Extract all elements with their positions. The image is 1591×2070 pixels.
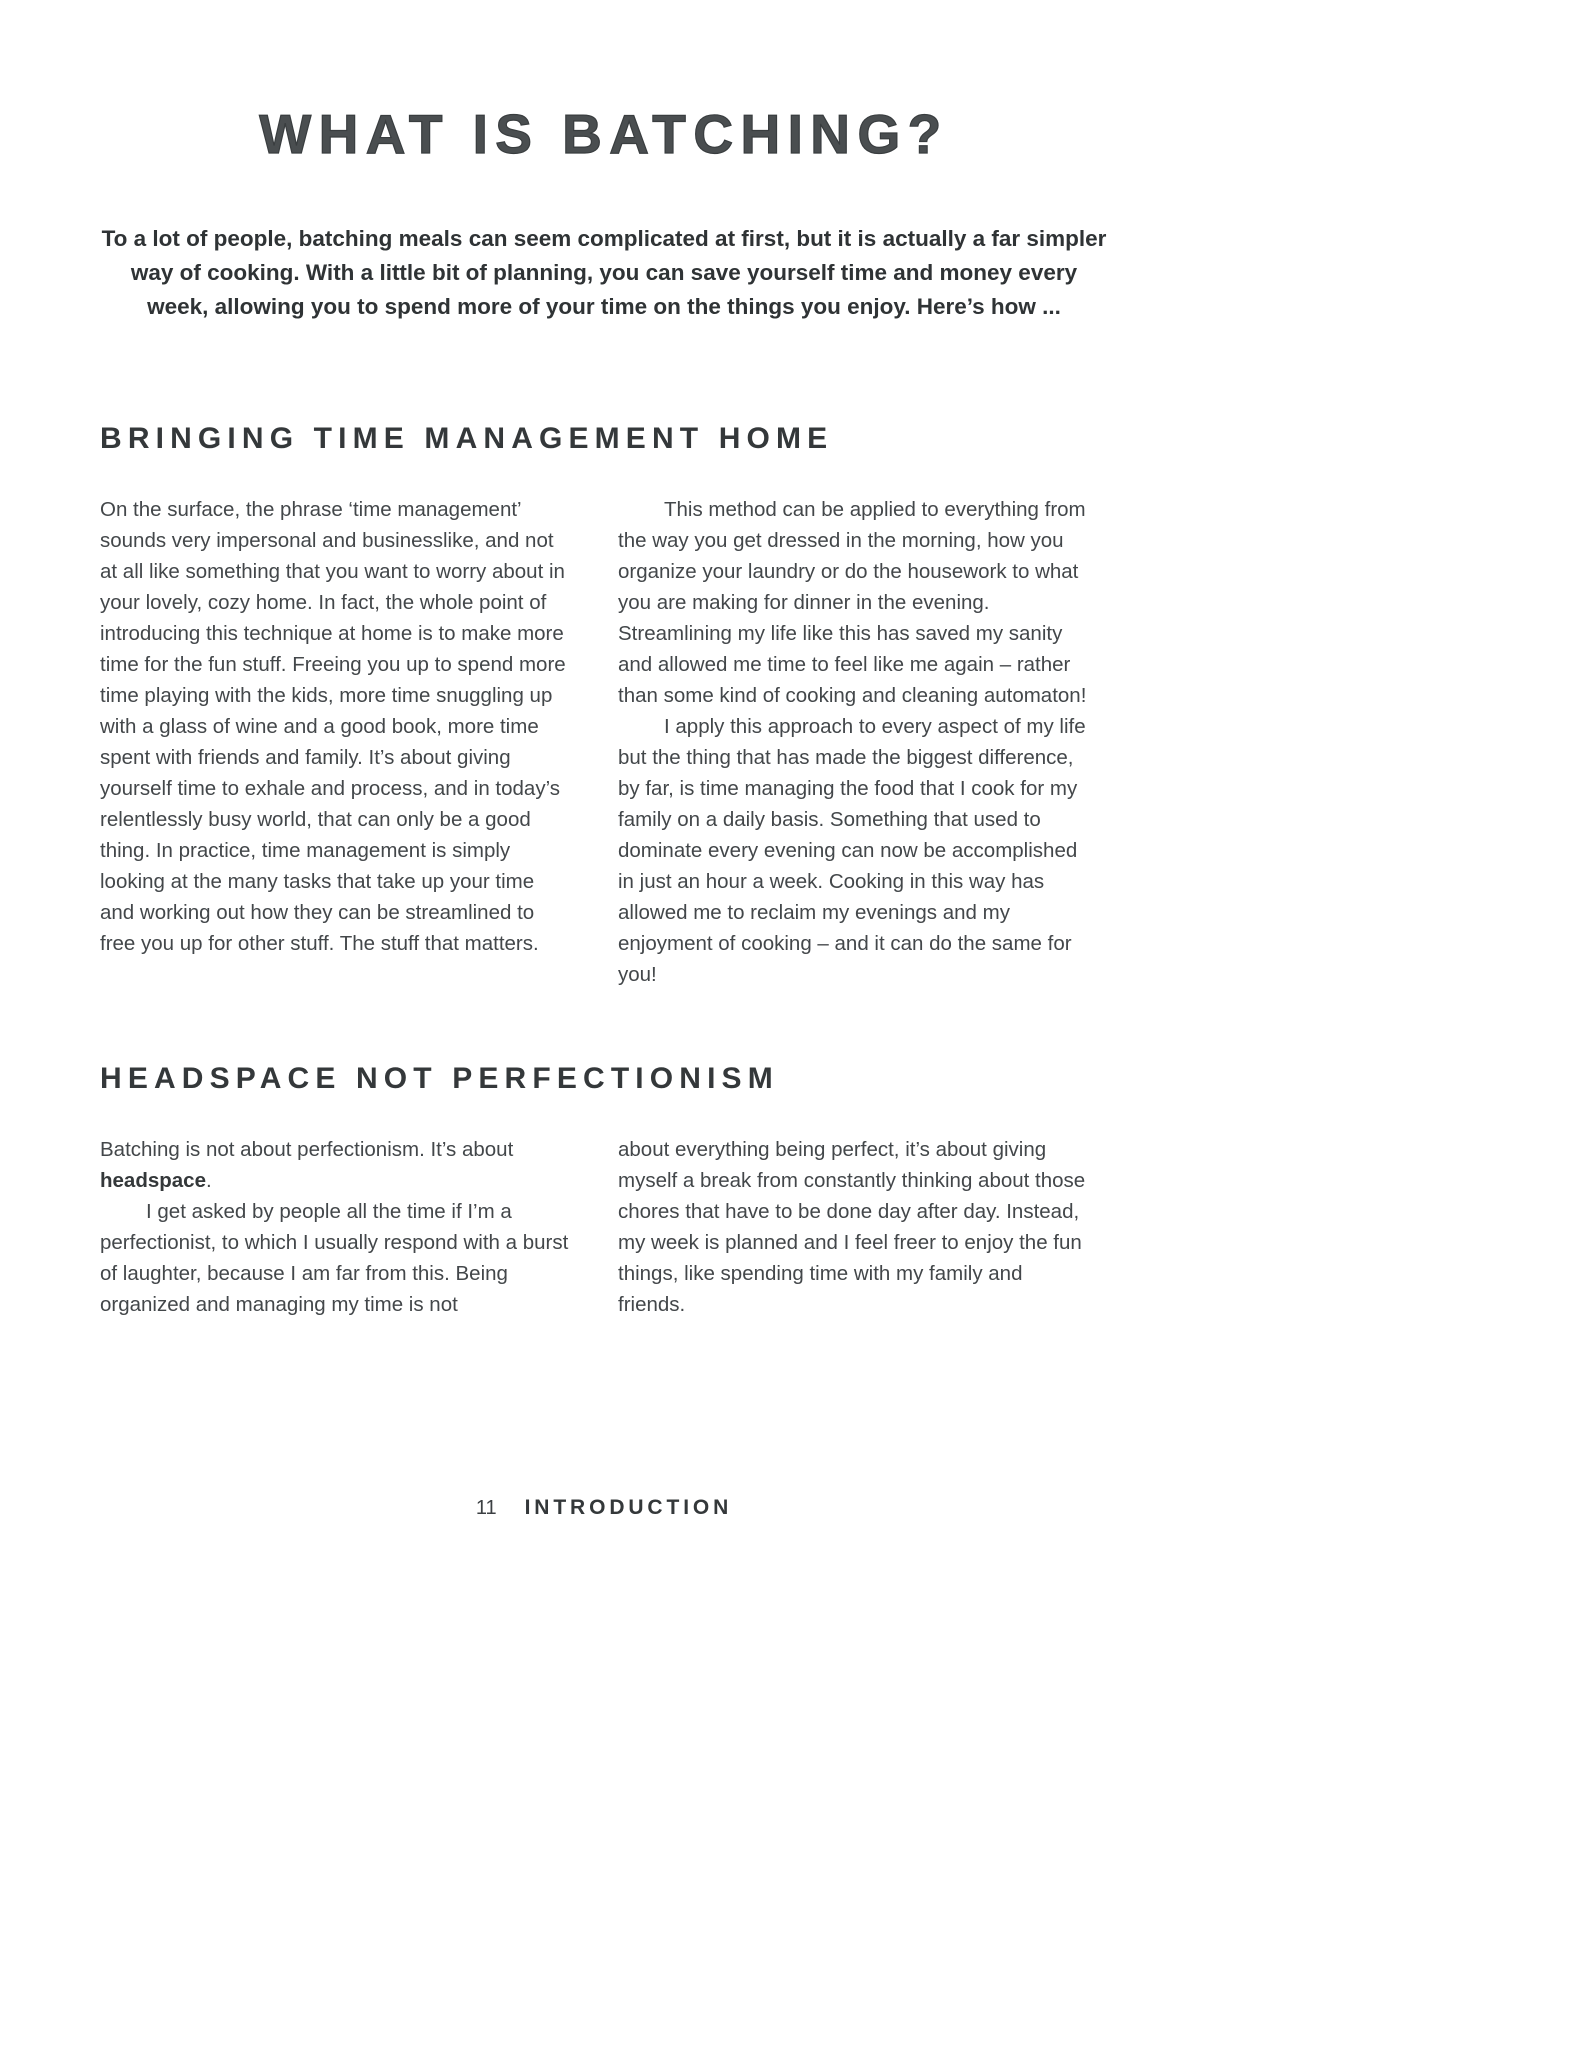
- body-paragraph: about everything being perfect, it’s about giving myself a break from constantly thinking about those chores that have to be done day after day. Instead, my week is planned and I feel freer to enjoy the fun things, like spending time with my family and friends.: [618, 1138, 1086, 1316]
- section2-columns: [100, 1134, 1108, 1320]
- footer-page-number: 11: [475, 1497, 497, 1519]
- section2-right-column: [618, 1134, 1088, 1320]
- body-paragraph: This method can be applied to everything from the way you get dressed in the morning, how you organize your laundry or do the housework to what you are making for dinner in the evening. Streamlining my life like this has saved my sanity and allowed me time to feel like me again – rather than some kind of cooking and cleaning automaton!: [618, 498, 1087, 707]
- page-footer: [100, 1496, 1108, 1520]
- bold-keyword: headspace: [100, 1169, 206, 1192]
- body-paragraph: I apply this approach to every aspect of my life but the thing that has made the biggest difference, by far, is time managing the food that I cook for my family on a daily basis. Something that used to dominate every evening can now be accomplished in just an hour a week. Cooking in this way has allowed me to reclaim my evenings and my enjoyment of cooking – and it can do the same for you!: [618, 715, 1086, 986]
- section-heading-time-management: BRINGING TIME MANAGEMENT HOME: [100, 422, 834, 455]
- body-paragraph: On the surface, the phrase ‘time management’ sounds very impersonal and businesslike, and not at all like something that you want to worry about in your lovely, cozy home. In fact, the whole point of introducing this technique at home is to make more time for the fun stuff. Freeing you up to spend more time playing with the kids, more time snuggling up with a glass of wine and a good book, more time spent with friends and family. It’s about giving yourself time to exhale and process, and in today’s relentlessly busy world, that can only be a good thing. In practice, time management is simply looking at the many tasks that take up your time and working out how they can be streamlined to free you up for other stuff. The stuff that matters.: [100, 498, 566, 955]
- page-title: WHAT IS BATCHING?: [259, 103, 949, 165]
- section1-right-column: [618, 494, 1088, 990]
- section1-columns: [100, 494, 1108, 990]
- section-heading-headspace: HEADSPACE NOT PERFECTIONISM: [100, 1062, 779, 1095]
- paragraph-text: Batching is not about perfectionism. It’s about: [100, 1138, 514, 1161]
- paragraph-text: .: [205, 1169, 212, 1192]
- intro-paragraph: To a lot of people, batching meals can seem complicated at first, but it is actually a far simpler way of cooking. With a little bit of planning, you can save yourself time and money every week, allowing you to spend more of your time on the things you enjoy. Here’s how ...: [101, 226, 1107, 319]
- body-paragraph: I get asked by people all the time if I’m a perfectionist, to which I usually respond with a burst of laughter, because I am far from this. Being organized and managing my time is not: [100, 1200, 569, 1316]
- section2-left-column: [100, 1134, 570, 1320]
- page-content: [100, 0, 1108, 1320]
- section1-left-column: [100, 494, 570, 990]
- footer-chapter-label: INTRODUCTION: [524, 1496, 733, 1519]
- body-paragraph: [100, 1134, 570, 1196]
